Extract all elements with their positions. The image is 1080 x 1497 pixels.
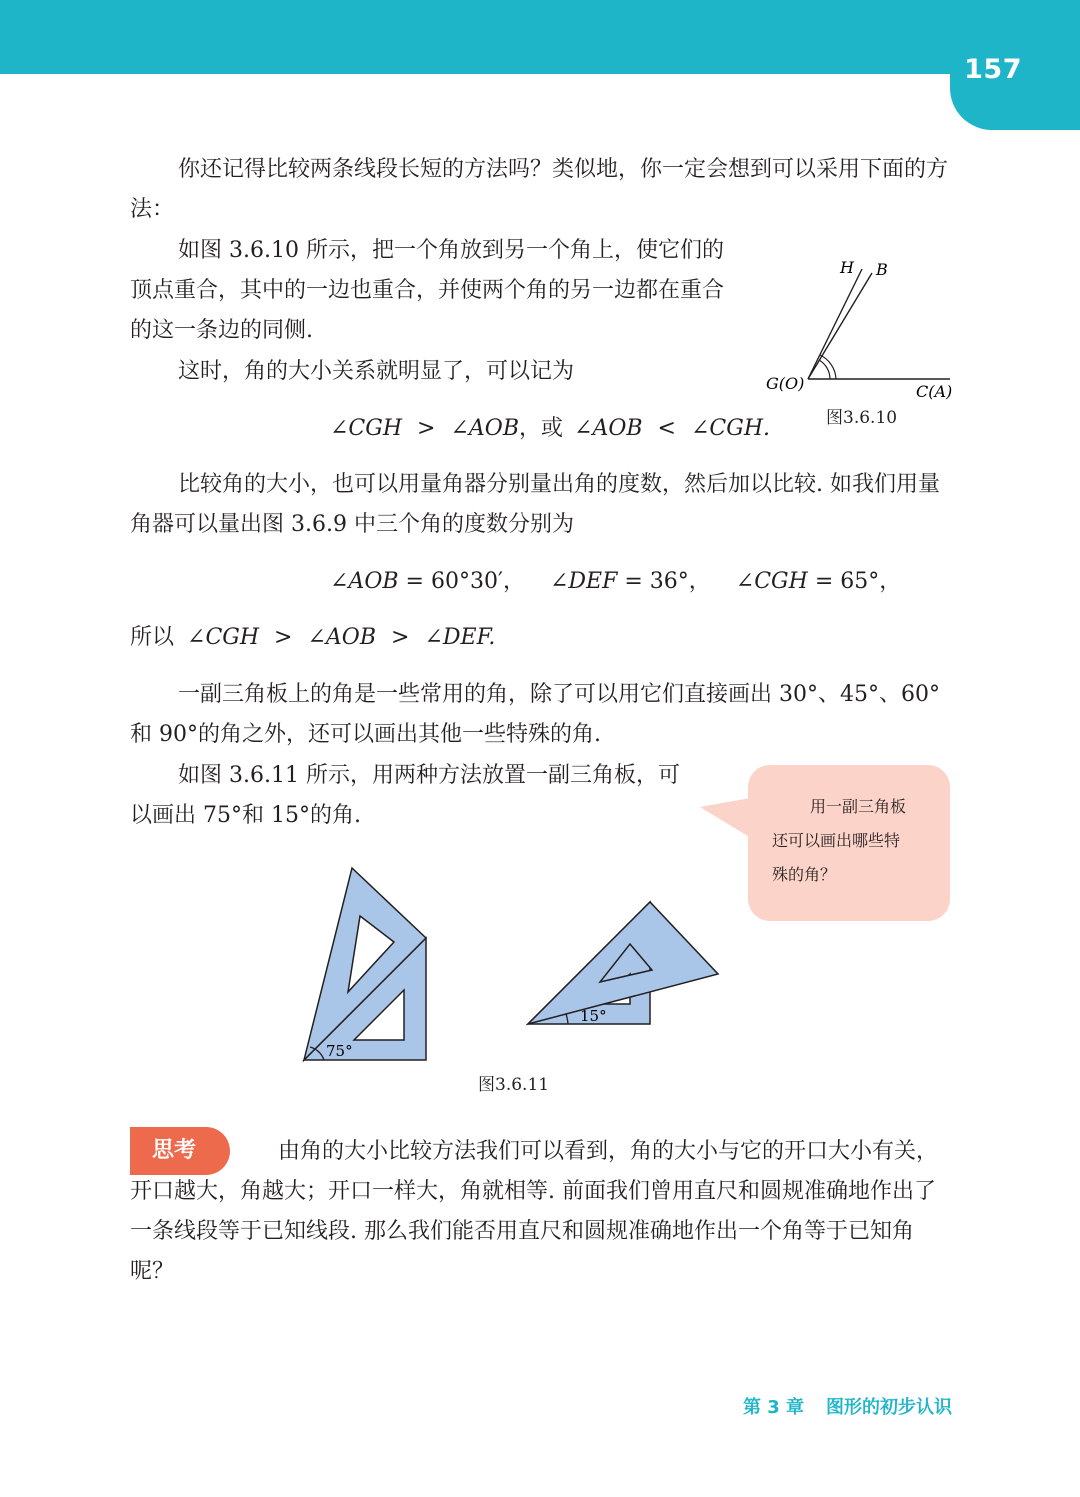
- math-angle: ∠AOB: [574, 416, 643, 441]
- angle-label-75: 75°: [326, 1042, 353, 1060]
- math-angle: ∠CGH: [735, 569, 808, 594]
- math-angle: ∠CGH: [187, 625, 260, 650]
- bubble-question: [772, 790, 932, 892]
- figure-3-6-10: [760, 255, 960, 401]
- angle-label-15: 15°: [580, 1007, 607, 1025]
- math-angle: ∠AOB: [450, 416, 519, 441]
- math-conclusion-line: [130, 618, 495, 658]
- label-b: B: [876, 260, 888, 279]
- math-value: = 60°30′，: [405, 569, 525, 594]
- page-number: 157: [964, 54, 1022, 85]
- label-go: G(O): [766, 374, 805, 393]
- paragraph-set-squares: 一副三角板上的角是一些常用的角，除了可以用它们直接画出 30°、45°、60°和 90°的角之外，还可以画出其他一些特殊的角.: [130, 682, 940, 747]
- paragraph-overlap-method: 如图 3.6.10 所示，把一个角放到另一个角上，使它们的顶点重合，其中的一边也重合，并使两个角的另一边都在重合的这一条边的同侧.: [130, 238, 725, 343]
- math-angle: ∠DEF.: [424, 625, 496, 650]
- label-h: H: [840, 258, 854, 277]
- angle-arc-inner: [819, 360, 830, 379]
- math-prefix: 所以: [130, 625, 175, 650]
- math-angle: ∠AOB: [330, 569, 399, 594]
- paragraph-protractor: 比较角的大小，也可以用量角器分别量出角的度数，然后加以比较. 如我们用量角器可以量出图 3.6.9 中三个角的度数分别为: [130, 472, 940, 537]
- angle-arc: [820, 355, 836, 379]
- think-badge: 思考: [130, 1127, 230, 1175]
- bubble-line: 还可以画出哪些特: [772, 831, 901, 850]
- chapter-footer: [743, 1393, 952, 1419]
- ray-ob: [808, 273, 872, 379]
- math-operator: >: [391, 625, 410, 650]
- math-operator: <: [657, 416, 676, 441]
- chapter-number: 第 3 章: [742, 1397, 804, 1418]
- math-value: = 36°，: [624, 569, 711, 594]
- math-operator: >: [417, 416, 436, 441]
- bubble-line: 用一副三角板: [810, 797, 907, 816]
- think-paragraph: 由角的大小比较方法我们可以看到，角的大小与它的开口大小有关，开口越大，角越大；开口一样大，角就相等. 前面我们曾用直尺和圆规准确地作出了一条线段等于已知线段. 那么我们能否用直尺和圆规准确地作出一个角等于已知角呢？: [130, 1139, 939, 1284]
- math-angle: ∠CGH: [330, 416, 403, 441]
- header-band: [0, 0, 1080, 74]
- math-angle: ∠CGH.: [690, 416, 771, 441]
- figure-3-6-11: [290, 860, 730, 1070]
- chapter-title: 图形的初步认识: [826, 1397, 952, 1418]
- figure-3-6-11-caption: 图3.6.11: [478, 1075, 550, 1095]
- math-value: = 65°，: [814, 569, 902, 594]
- paragraph-intro: 你还记得比较两条线段长短的方法吗？类似地，你一定会想到可以采用下面的方法：: [130, 157, 949, 222]
- figure-3-6-10-caption: 图3.6.10: [826, 408, 898, 428]
- math-measurements-line: [330, 562, 901, 602]
- math-operator: >: [274, 625, 293, 650]
- paragraph-figure-3-6-11: 如图 3.6.11 所示，用两种方法放置一副三角板，可以画出 75°和 15°的角.: [130, 763, 680, 828]
- paragraph-relation: 这时，角的大小关系就明显了，可以记为: [178, 359, 575, 384]
- math-angle: ∠AOB: [307, 625, 377, 650]
- math-comparison-line: [330, 409, 770, 449]
- bubble-line: 殊的角？: [772, 865, 837, 884]
- math-separator: ，或: [519, 416, 564, 441]
- ray-gh: [808, 269, 862, 379]
- math-angle: ∠DEF: [549, 569, 618, 594]
- label-ca: C(A): [916, 382, 953, 401]
